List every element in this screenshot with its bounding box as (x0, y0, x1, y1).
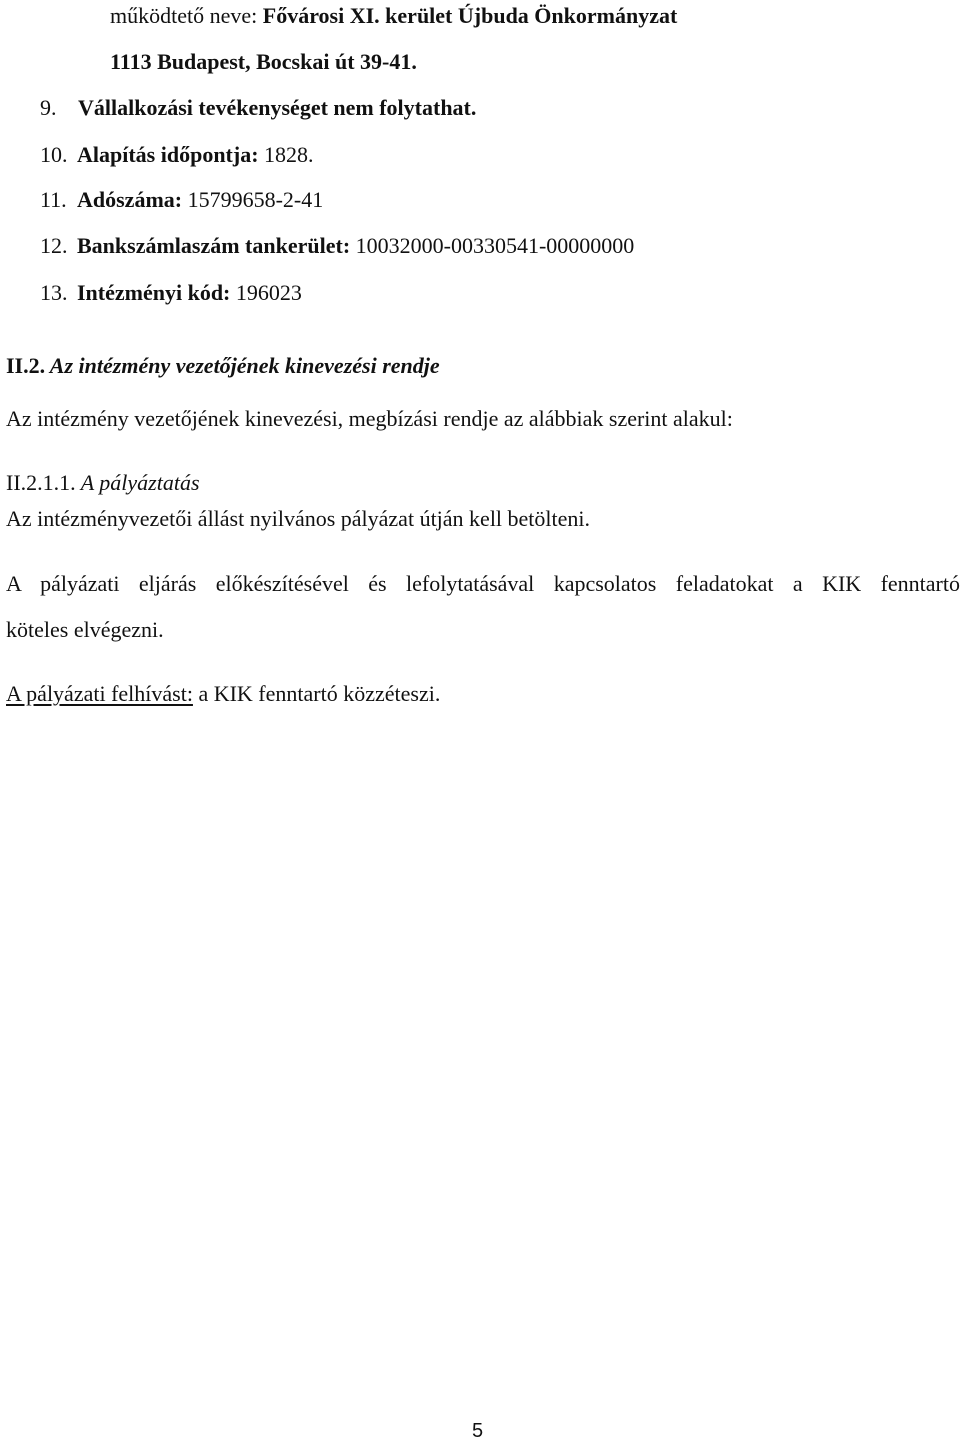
list-item-number: 11. (40, 187, 67, 212)
list-item-label: Intézményi kód: (77, 280, 231, 305)
list-item-number: 10. (40, 142, 68, 167)
operator-value: Fővárosi XI. kerület Újbuda Önkormányzat (262, 3, 678, 28)
operator-address: 1113 Budapest, Bocskai út 39-41. (110, 49, 417, 74)
list-item-9 (40, 97, 476, 119)
operator-label: működtető neve: (110, 3, 263, 28)
section-heading-II2 (6, 355, 440, 377)
list-item-10 (40, 144, 314, 166)
call-underlined-label: A pályázati felhívást: (6, 681, 193, 706)
section-heading-II211 (6, 472, 200, 494)
call-rest: a KIK fenntartó közzéteszi. (192, 681, 441, 706)
section-title: Az intézmény vezetőjének kinevezési rendje (45, 353, 440, 378)
page-number: 5 (472, 1420, 484, 1442)
list-item-label: Alapítás időpontja: (77, 142, 259, 167)
tender-paragraph-line2: köteles elvégezni. (6, 617, 164, 642)
list-item-13 (40, 282, 302, 304)
section-title: A pályáztatás (75, 470, 200, 495)
list-item-11 (40, 189, 323, 211)
section-II211-body: Az intézményvezetői állást nyilvános pályázat útján kell betölteni. (6, 506, 591, 531)
call-paragraph (6, 683, 440, 705)
list-item-value: 196023 (230, 280, 302, 305)
operator-line (110, 5, 677, 27)
tender-paragraph-line1: A pályázati eljárás előkészítésével és lefolytatásával kapcsolatos feladatokat a KIK fenntartó (6, 571, 960, 596)
section-number: II.2. (6, 353, 46, 378)
list-item-value: 1828. (258, 142, 314, 167)
list-item-number: 12. (40, 233, 68, 258)
list-item-number: 13. (40, 280, 68, 305)
list-item-12 (40, 235, 634, 257)
list-item-label: Adószáma: (77, 187, 183, 212)
list-item-number: 9. (40, 95, 57, 120)
section-II2-body: Az intézmény vezetőjének kinevezési, megbízási rendje az alábbiak szerint alakul: (6, 406, 733, 431)
list-item-label: Vállalkozási tevékenységet nem folytathat. (78, 95, 477, 120)
section-number: II.2.1.1. (6, 470, 76, 495)
list-item-label: Bankszámlaszám tankerület: (77, 233, 351, 258)
list-item-value: 10032000-00330541-00000000 (350, 233, 635, 258)
list-item-value: 15799658-2-41 (182, 187, 324, 212)
